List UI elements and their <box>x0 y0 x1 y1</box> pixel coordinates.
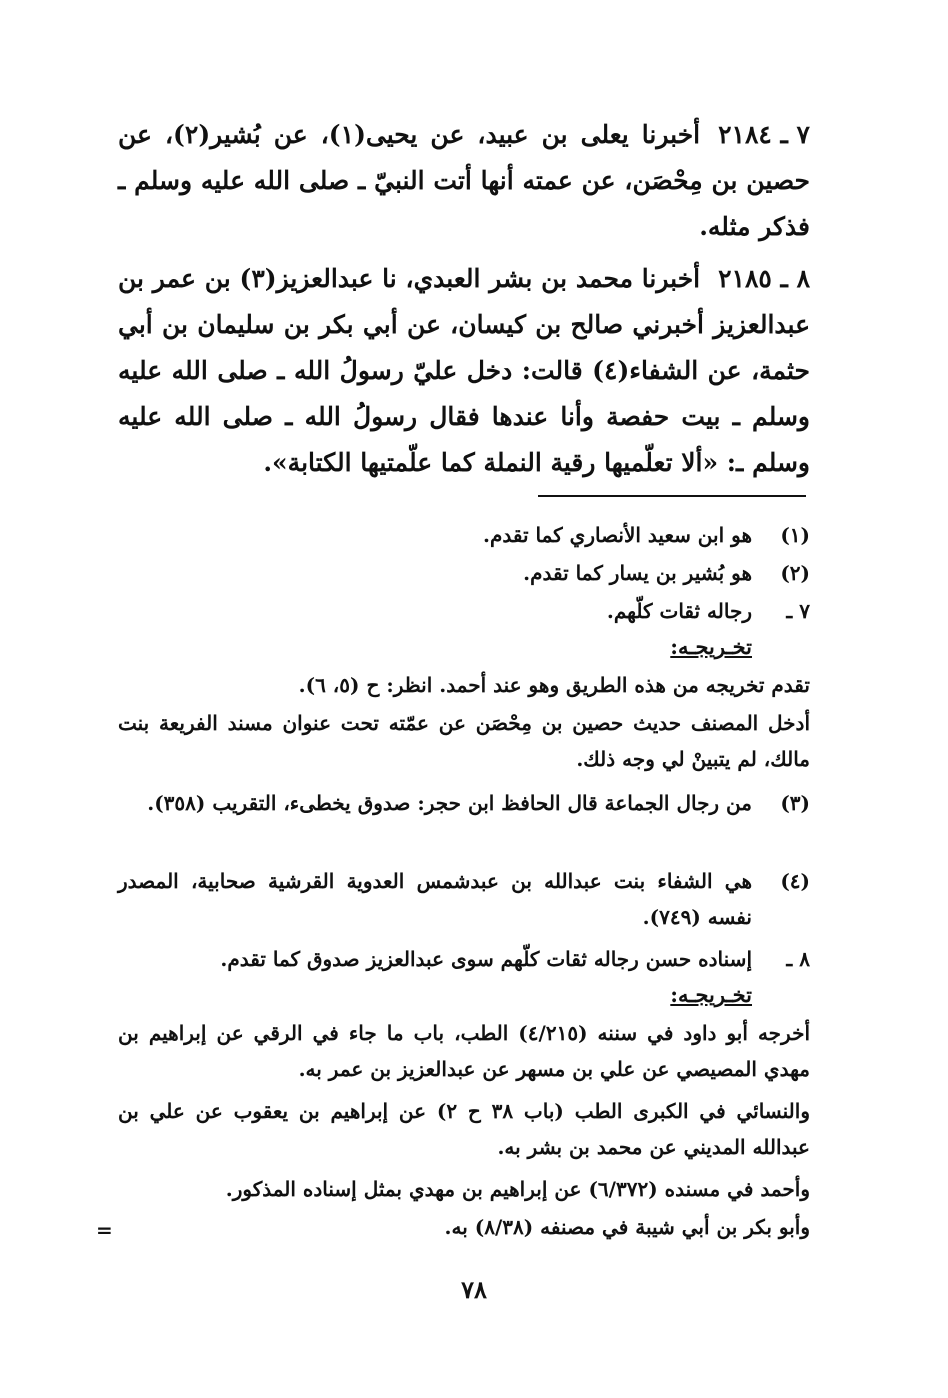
footnote-marker: (٣) <box>780 791 810 815</box>
comment-hadith-7 <box>118 593 810 629</box>
footnote-marker: (٤) <box>780 869 810 893</box>
takhrij-heading-7: تخـريجـه: <box>670 634 752 659</box>
hadith-text: أخبرنا يعلى بن عبيد، عن يحيى(١)، عن بُشير(٢)، عن حصين بن مِحْصَن، عن عمته أنها أتت النبيّ ـ صلى الله عليه وسلم ـ فذكر مثله. <box>118 120 810 241</box>
footnote-1 <box>118 517 810 553</box>
footnote-4 <box>118 863 810 935</box>
hadith-2185 <box>118 256 810 486</box>
comment-marker: ٨ ـ <box>786 947 810 971</box>
footnote-text: هو ابن سعيد الأنصاري كما تقدم. <box>483 523 752 547</box>
takhrij-7-line-2: أدخل المصنف حديث حصين بن مِحْصَن عن عمّته تحت عنوان مسند الفريعة بنت مالك، لم يتبينْ لي وجه ذلك. <box>118 711 810 771</box>
hadith-text: أخبرنا محمد بن بشر العبدي، نا عبدالعزيز(٣) بن عمر بن عبدالعزيز أخبرني صالح بن كيسان، عن أبي بكر بن سليمان بن أبي حثمة، عن الشفاء(٤) قالت: دخل عليّ رسولُ الله ـ صلى الله عليه وسلم ـ بيت حفصة وأنا عندها فقال رسولُ الله ـ صلى الله عليه وسلم ـ: «ألا تعلّميها رقية النملة كما علّمتيها الكتابة». <box>118 264 810 477</box>
footnote-marker: (٢) <box>780 561 810 585</box>
hadith-number: ٧ ـ ٢١٨٤ <box>718 120 810 149</box>
footnote-marker: (١) <box>780 523 810 547</box>
page-number: ٧٨ <box>461 1275 487 1304</box>
comment-text: رجاله ثقات كلّهم. <box>606 599 752 623</box>
comment-text: إسناده حسن رجاله ثقات كلّهم سوى عبدالعزيز صدوق كما تقدم. <box>220 947 752 971</box>
takhrij-8-line-1: أخرجه أبو داود في سننه (٤/٢١٥) الطب، باب ما جاء في الرقي عن إبراهيم بن مهدي المصيصي عن علي بن مسهر عن عبدالعزيز بن عمر به. <box>118 1021 810 1081</box>
takhrij-8-line-3: وأحمد في مسنده (٦/٣٧٢) عن إبراهيم بن مهدي بمثل إسناده المذكور. <box>225 1177 810 1201</box>
footnote-text: من رجال الجماعة قال الحافظ ابن حجر: صدوق يخطىء، التقريب (٣٥٨). <box>147 791 752 815</box>
footnote-3 <box>118 785 810 821</box>
footnote-2 <box>118 555 810 591</box>
comment-marker: ٧ ـ <box>786 599 810 623</box>
footnote-text: هي الشفاء بنت عبدالله بن عبدشمس العدوية القرشية صحابية، المصدر نفسه (٧٤٩). <box>118 869 752 929</box>
takhrij-7-line-1: تقدم تخريجه من هذه الطريق وهو عند أحمد. انظر: ح (٥، ٦). <box>298 673 810 697</box>
footnote-separator <box>538 495 806 497</box>
hadith-number: ٨ ـ ٢١٨٥ <box>718 264 810 293</box>
footnote-text: هو بُشير بن يسار كما تقدم. <box>523 561 752 585</box>
comment-hadith-8 <box>118 941 810 977</box>
takhrij-8-line-4: وأبو بكر بن أبي شيبة في مصنفه (٨/٣٨) به. <box>444 1215 810 1239</box>
continuation-mark: = <box>96 1218 113 1242</box>
takhrij-8-line-2: والنسائي في الكبرى الطب (باب ٣٨ ح ٢) عن إبراهيم بن يعقوب عن علي بن عبدالله المديني عن محمد بن بشر به. <box>118 1099 810 1159</box>
hadith-2184 <box>118 112 810 250</box>
takhrij-heading-8: تخـريجـه: <box>670 982 752 1007</box>
